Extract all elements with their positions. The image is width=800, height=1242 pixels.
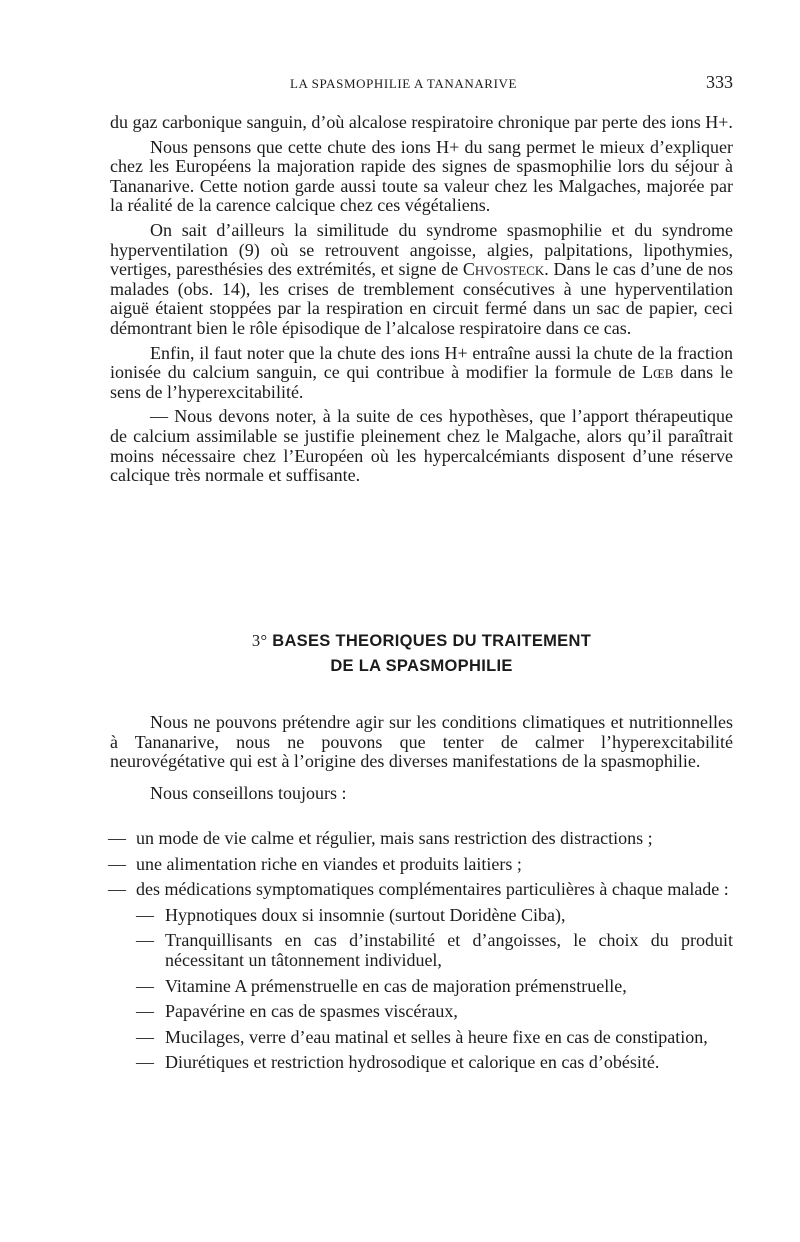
paragraph: Enfin, il faut noter que la chute des ions H+ entraîne aussi la chute de la fraction ionisée du calcium sanguin, ce qui contribue à modifier la formule de Lœb dans le sens de l’hyperexcitabilité. <box>110 342 733 402</box>
section-heading <box>110 628 733 679</box>
sub-list-item: — Tranquillisants en cas d’instabilité et d’angoisses, le choix du produit nécessitant un tâtonnement individuel, <box>136 930 733 970</box>
paragraph: — Nous devons noter, à la suite de ces hypothèses, que l’apport thérapeutique de calcium assimilable se justifie pleinement chez le Malgache, alors qu’il paraîtrait moins nécessaire chez l’Européen où les hypercalcémiants disposent d’une réserve calcique très normale et suffisante. <box>110 406 733 486</box>
paragraph: On sait d’ailleurs la similitude du syndrome spasmophilie et du syndrome hyperventilation (9) où se retrouvent angoisse, algies, palpitations, lipothymies, vertiges, paresthésies des extrémités, et signe de Chvosteck. Dans le cas d’une de nos malades (obs. 14), les crises de tremblement consécutives à une hyperventilation aiguë étaient stoppées par la respiration en circuit fermé dans un sac de papier, ceci démontrant bien le rôle épisodique de l’alcalose respiratoire dans ce cas. <box>110 219 733 338</box>
running-header: LA SPASMOPHILIE A TANANARIVE <box>290 76 518 91</box>
sub-list-item: — Mucilages, verre d’eau matinal et selles à heure fixe en cas de constipation, <box>136 1026 708 1047</box>
paragraph: Nous ne pouvons prétendre agir sur les conditions climatiques et nutritionnelles à Tananarive, nous ne pouvons que tenter de calmer l’hyperexcitabilité neurovégétative qui est à l’origine des diverses manifestations de la spasmophilie. <box>110 712 733 772</box>
dash-bullet: — <box>136 930 154 951</box>
paragraph: Nous conseillons toujours : <box>150 782 347 803</box>
dash-bullet: — <box>136 975 154 996</box>
intro-text <box>110 113 733 491</box>
author-name: Lœb <box>642 362 674 383</box>
list-item: — des médications symptomatiques complémentaires particulières à chaque malade : <box>108 879 729 900</box>
paragraph: du gaz carbonique sanguin, d’où alcalose respiratoire chronique par perte des ions H+. <box>110 112 733 132</box>
list-item: — une alimentation riche en viandes et produits laitiers ; <box>108 853 522 874</box>
page-number: 333 <box>706 72 733 92</box>
dash-bullet: — <box>108 853 126 874</box>
sub-list-item: — Diurétiques et restriction hydrosodique et calorique en cas d’obésité. <box>136 1052 660 1073</box>
dash-bullet: — <box>108 879 126 900</box>
section-title-line-1: BASES THEORIQUES DU TRAITEMENT <box>272 632 592 650</box>
dash-bullet: — <box>108 828 126 848</box>
section-title-line-2: DE LA SPASMOPHILIE <box>330 657 513 675</box>
dash-bullet: — <box>136 1026 154 1047</box>
recommendation-list <box>110 829 733 1079</box>
author-name: Chvosteck <box>462 259 545 280</box>
paragraph: Nous pensons que cette chute des ions H+ du sang permet le mieux d’expliquer chez les Européens la majoration rapide des signes de spasmophilie lors du séjour à Tananarive. Cette notion garde aussi toute sa valeur chez les Malgaches, majorée par la réalité de la carence calcique chez ces végétaliens. <box>110 136 733 216</box>
sub-list-item: — Hypnotiques doux si insomnie (surtout Doridène Ciba), <box>136 904 566 925</box>
section-number: 3° <box>251 631 268 650</box>
dash-bullet: — <box>136 1052 154 1073</box>
sub-list-item: — Papavérine en cas de spasmes viscéraux, <box>136 1001 458 1022</box>
body-text <box>110 713 733 808</box>
dash-bullet: — <box>136 1001 154 1022</box>
list-item: — un mode de vie calme et régulier, mais sans restriction des distractions ; <box>108 828 653 848</box>
sub-list-item: — Vitamine A prémenstruelle en cas de majoration prémenstruelle, <box>136 975 627 996</box>
dash-bullet: — <box>136 904 154 925</box>
